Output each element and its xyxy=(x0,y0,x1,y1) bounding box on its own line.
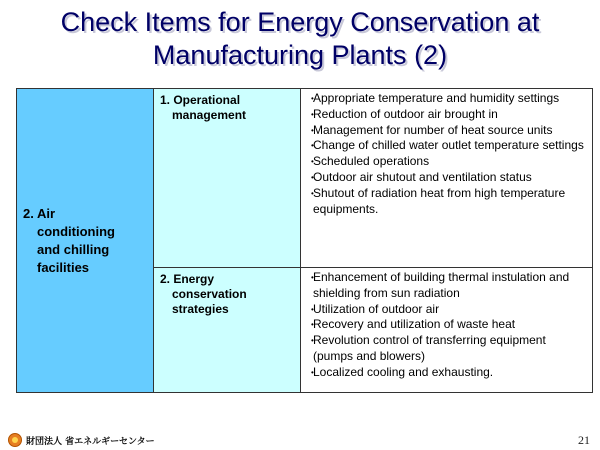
subcategory-label-line: strategies xyxy=(172,302,229,316)
category-label-line: and chilling xyxy=(37,241,110,257)
organization-name: 財団法人 省エネルギーセンター xyxy=(26,436,155,447)
subcategory-label-line: 2. Energy xyxy=(160,272,215,286)
check-item: • Localized cooling and exhausting. xyxy=(313,365,588,381)
category-label-line: facilities xyxy=(37,259,90,275)
organization-logo xyxy=(8,433,155,447)
check-item: • Scheduled operations xyxy=(313,154,588,170)
category-label-line: conditioning xyxy=(37,223,115,239)
category-label-line: 2. Air xyxy=(23,205,56,221)
subcategory-label xyxy=(154,89,300,123)
check-item: • Utilization of outdoor air xyxy=(313,302,588,318)
check-item: • Enhancement of building thermal instulation and shielding from sun radiation xyxy=(313,270,588,302)
eccj-logo-icon xyxy=(8,433,22,447)
items-cell-strategies xyxy=(301,268,593,393)
check-item-list xyxy=(301,89,592,217)
subcategory-cell-operational xyxy=(154,89,301,268)
slide-title xyxy=(0,6,600,72)
slide-title-line-2: Manufacturing Plants (2) xyxy=(152,40,448,70)
subcategory-label-line: management xyxy=(172,108,247,122)
check-item: • Appropriate temperature and humidity settings xyxy=(313,91,588,107)
check-item: • Reduction of outdoor air brought in xyxy=(313,107,588,123)
check-item: • Outdoor air shutout and ventilation status xyxy=(313,170,588,186)
subcategory-label xyxy=(154,268,300,317)
subcategory-label-line: conservation xyxy=(172,287,247,301)
check-item: • Management for number of heat source units xyxy=(313,123,588,139)
check-item: • Change of chilled water outlet temperature settings xyxy=(313,138,588,154)
subcategory-label-line: 1. Operational xyxy=(160,93,241,107)
category-label xyxy=(17,205,153,277)
page-number: 21 xyxy=(578,433,590,447)
check-item: • Recovery and utilization of waste heat xyxy=(313,317,588,333)
check-item: • Shutout of radiation heat from high temperature equipments. xyxy=(313,186,588,218)
subcategory-cell-strategies xyxy=(154,268,301,393)
category-cell xyxy=(17,89,154,393)
check-items-table xyxy=(16,88,593,393)
slide-title-line-1: Check Items for Energy Conservation at xyxy=(60,7,540,37)
check-item-list xyxy=(301,268,592,381)
check-item: • Revolution control of transferring equipment (pumps and blowers) xyxy=(313,333,588,365)
table-row xyxy=(17,89,593,268)
items-cell-operational xyxy=(301,89,593,268)
